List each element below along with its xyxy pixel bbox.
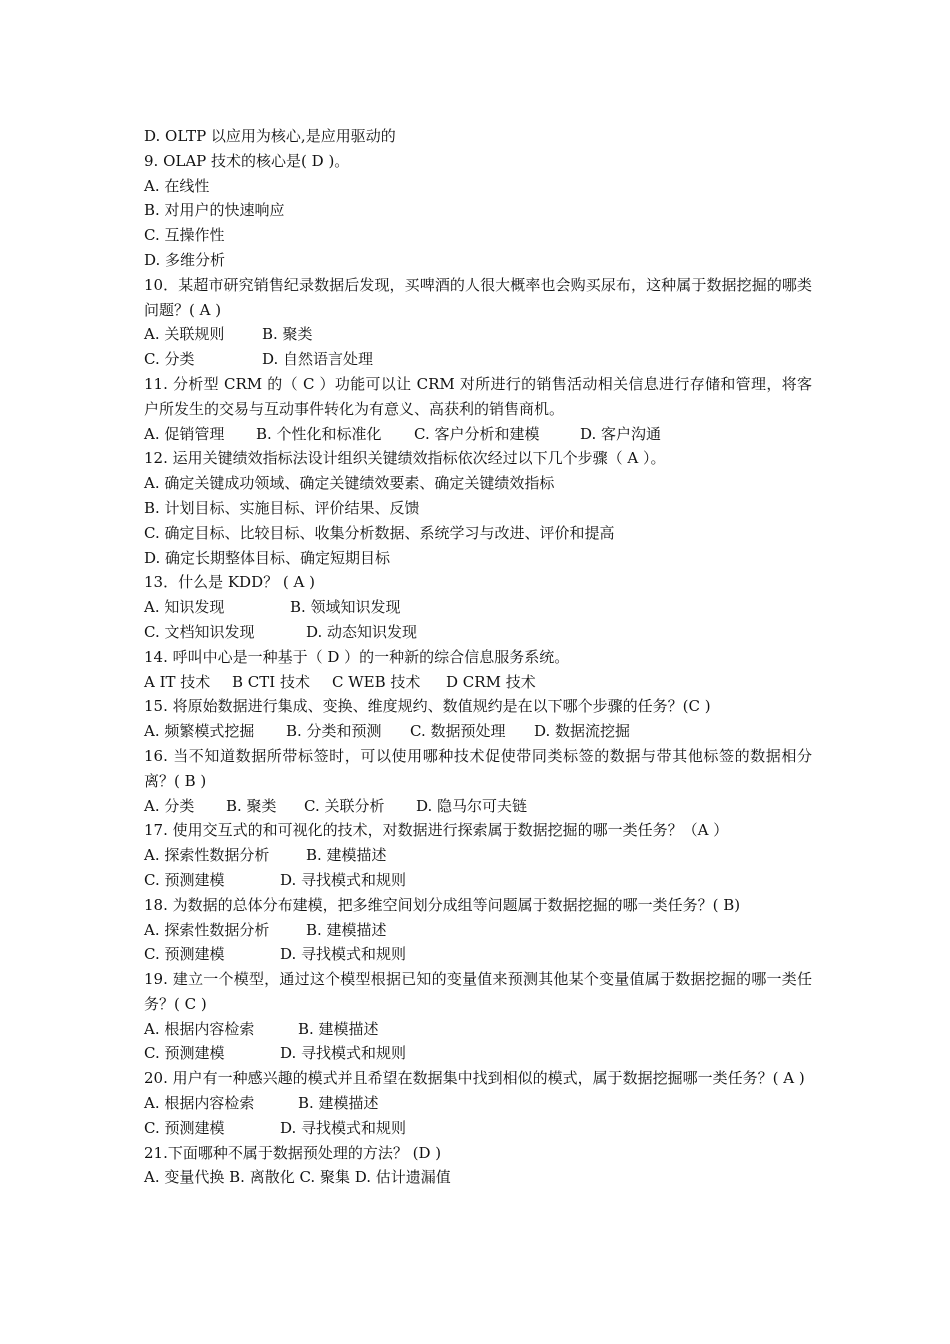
- answer-option: D. 寻找模式和规则: [280, 870, 407, 889]
- question-text: 20. 用户有一种感兴趣的模式并且希望在数据集中找到相似的模式，属于数据挖掘哪一类任务？( A ): [144, 1069, 805, 1088]
- answer-options: [144, 719, 812, 744]
- answer-option: C. 预测建模: [144, 870, 225, 889]
- answer-options: [144, 422, 812, 447]
- answer-options: [144, 918, 812, 943]
- answer-options: [144, 1017, 812, 1042]
- answer-option: B. 建模描述: [306, 846, 387, 865]
- answer-options: [144, 1116, 812, 1141]
- question-text: 10．某超市研究销售纪录数据后发现，买啤酒的人很大概率也会购买尿布，这种属于数据挖掘的哪类问题？( A ): [144, 275, 812, 319]
- text-line: 21.下面哪种不属于数据预处理的方法？ (D ): [144, 1143, 442, 1162]
- answer-options: [144, 1091, 812, 1116]
- text-line: A. 变量代换 B. 离散化 C. 聚集 D. 估计遗漏值: [144, 1168, 451, 1187]
- answer-option: C. 客户分析和建模: [414, 424, 540, 443]
- text-line: D. 多维分析: [144, 250, 226, 269]
- answer-option: B. 聚类: [262, 325, 313, 344]
- answer-option: C. 预测建模: [144, 1118, 225, 1137]
- answer-option: B. 分类和预测: [286, 722, 382, 741]
- answer-option: B. 领域知识发现: [290, 598, 401, 617]
- answer-option: C WEB 技术: [332, 672, 421, 691]
- answer-option: D. 自然语言处理: [262, 350, 374, 369]
- text-line: B. 对用户的快速响应: [144, 201, 285, 220]
- answer-option: B. 聚类: [226, 796, 277, 815]
- answer-option: D CRM 技术: [446, 672, 536, 691]
- answer-option: A. 频繁模式挖掘: [144, 722, 255, 741]
- text-line: B. 计划目标、实施目标、评价结果、反馈: [144, 498, 420, 517]
- answer-options: [144, 322, 812, 347]
- answer-option: A IT 技术: [144, 672, 211, 691]
- answer-options: [144, 942, 812, 967]
- answer-option: A. 探索性数据分析: [144, 846, 270, 865]
- answer-options: [144, 1041, 812, 1066]
- question-text: 11. 分析型 CRM 的（ C ）功能可以让 CRM 对所进行的销售活动相关信息进行存储和管理，将客户所发生的交易与互动事件转化为有意义、高获利的销售商机。: [144, 374, 812, 418]
- answer-option: B. 个性化和标准化: [256, 424, 382, 443]
- answer-option: B. 建模描述: [298, 1019, 379, 1038]
- answer-options: [144, 868, 812, 893]
- text-line: 14. 呼叫中心是一种基于（ D ）的一种新的综合信息服务系统。: [144, 647, 570, 666]
- document-body: [144, 124, 812, 1190]
- answer-option: B. 建模描述: [298, 1094, 379, 1113]
- text-line: 13．什么是 KDD？ ( A ): [144, 573, 315, 592]
- answer-option: C. 预测建模: [144, 945, 225, 964]
- answer-option: D. 隐马尔可夫链: [416, 796, 528, 815]
- text-line: D. 确定长期整体目标、确定短期目标: [144, 548, 391, 567]
- text-line: 9. OLAP 技术的核心是( D )。: [144, 151, 350, 170]
- answer-option: C. 文档知识发现: [144, 622, 255, 641]
- answer-options: [144, 843, 812, 868]
- text-line: A. 在线性: [144, 176, 210, 195]
- answer-option: A. 探索性数据分析: [144, 920, 270, 939]
- text-line: 12. 运用关键绩效指标法设计组织关键绩效指标依次经过以下几个步骤（ A ）。: [144, 449, 666, 468]
- answer-option: D. 寻找模式和规则: [280, 1044, 407, 1063]
- answer-options: [144, 620, 812, 645]
- text-line: 15. 将原始数据进行集成、变换、维度规约、数值规约是在以下哪个步骤的任务？(C ): [144, 697, 711, 716]
- answer-option: D. 客户沟通: [580, 424, 662, 443]
- answer-option: D. 数据流挖掘: [534, 722, 631, 741]
- answer-option: B. 建模描述: [306, 920, 387, 939]
- answer-option: A. 关联规则: [144, 325, 225, 344]
- answer-option: C. 预测建模: [144, 1044, 225, 1063]
- answer-option: A. 根据内容检索: [144, 1094, 255, 1113]
- question-text: 16. 当不知道数据所带标签时，可以使用哪种技术促使带同类标签的数据与带其他标签的数据相分离？( B ): [144, 746, 812, 790]
- answer-option: A. 促销管理: [144, 424, 225, 443]
- question-text: 19. 建立一个模型，通过这个模型根据已知的变量值来预测其他某个变量值属于数据挖掘的哪一类任务？( C ): [144, 970, 812, 1013]
- answer-option: D. 寻找模式和规则: [280, 945, 407, 964]
- answer-option: A. 知识发现: [144, 598, 225, 617]
- answer-option: D. 动态知识发现: [306, 622, 418, 641]
- text-line: 17. 使用交互式的和可视化的技术，对数据进行探索属于数据挖掘的哪一类任务？（A ）: [144, 821, 729, 840]
- answer-option: C. 分类: [144, 350, 195, 369]
- answer-option: C. 数据预处理: [410, 722, 506, 741]
- text-line: 18. 为数据的总体分布建模，把多维空间划分成组等问题属于数据挖掘的哪一类任务？( B): [144, 895, 741, 914]
- answer-option: D. 寻找模式和规则: [280, 1118, 407, 1137]
- answer-option: C. 关联分析: [304, 796, 385, 815]
- text-line: A. 确定关键成功领域、确定关键绩效要素、确定关键绩效指标: [144, 474, 555, 493]
- answer-options: [144, 347, 812, 372]
- answer-option: A. 根据内容检索: [144, 1019, 255, 1038]
- answer-options: [144, 595, 812, 620]
- answer-options: [144, 794, 812, 819]
- answer-option: A. 分类: [144, 796, 195, 815]
- text-line: C. 互操作性: [144, 226, 225, 245]
- answer-option: B CTI 技术: [232, 672, 310, 691]
- text-line: C. 确定目标、比较目标、收集分析数据、系统学习与改进、评价和提高: [144, 523, 615, 542]
- answer-options: [144, 670, 812, 695]
- text-line: D. OLTP 以应用为核心,是应用驱动的: [144, 127, 396, 145]
